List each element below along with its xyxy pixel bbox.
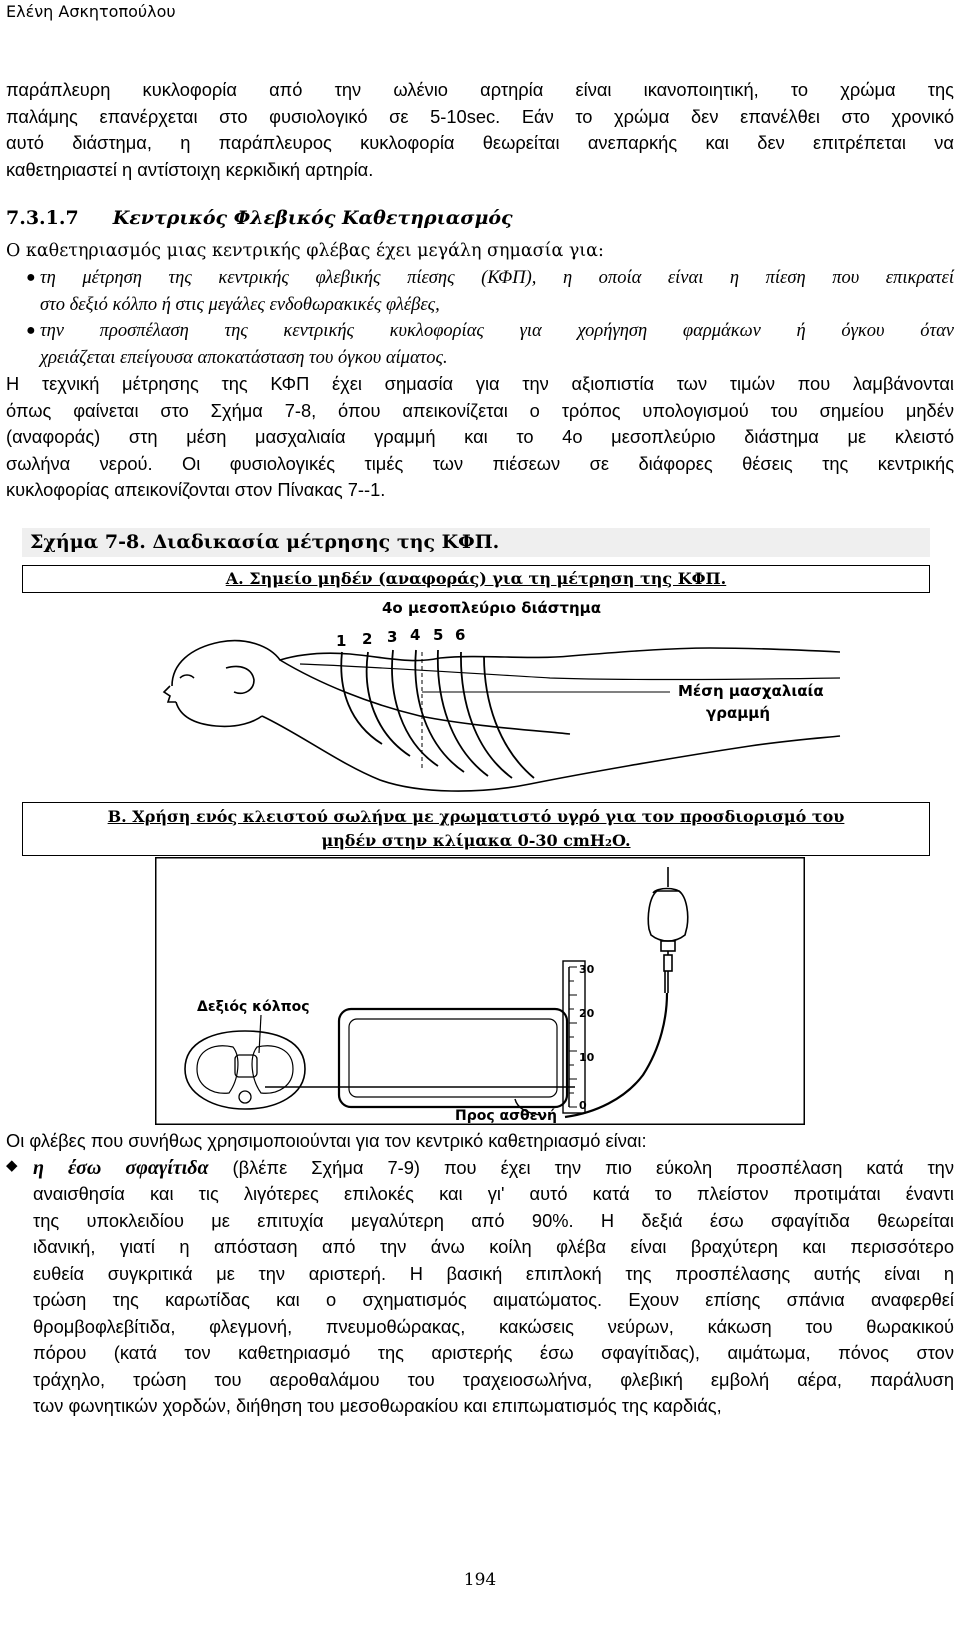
figure-frame [156,858,805,1125]
figure-part-b-title: Β. Χρήση ενός κλειστού σωλήνα με χρωματιστό υγρό για τον προσδιορισμό του μηδέν στην κλίμακα 0-30 cmH₂O. [22,802,930,856]
text-line: τη μέτρηση της κεντρικής φλεβικής πίεσης (ΚΦΠ), η οποία είναι η πίεση που επικρατεί [40,268,954,288]
text-line: κυκλοφορίας απεικονίζονται στον Πίνακας 7--1. [6,479,386,500]
rib-label-4: 4 [410,626,421,644]
list-item [6,318,954,371]
text-line: αναισθησία και τις λιγότερες επιλοκές και γι' αυτό κατά το πλείστον προτιμάται έναντι [33,1183,954,1204]
text-line: όπως φαίνεται στο Σχήμα 7-8, όπου απεικονίζεται ο τρόπος υπολογισμού του σημείου μηδέν [6,399,954,421]
rib-label-2: 2 [362,630,373,648]
scale-tick-0: 0 [579,1099,587,1112]
text-line: σωλήνα νερού. Οι φυσιολογικές τιμές των πιέσεων σε διάφορες θέσεις της κεντρικής [6,452,954,474]
chest-cross-section [185,1031,305,1109]
reference-board [339,1009,567,1107]
rib-label-5: 5 [433,626,444,644]
text-line: ιδανική, γιατί η απόσταση από την άνω κοίλη φλέβα είναι βραχύτερη και περισσότερο [33,1236,954,1257]
text-line: Η τεχνική μέτρησης της ΚΦΠ έχει σημασία για την αξιοπιστία των τιμών που λαμβάνονται [6,373,954,394]
scale-tick-20: 20 [579,1007,595,1020]
bullet-dot-icon: ● [26,269,36,286]
text-line: τράχηλο, τρώση του αεροθαλάμου του τραχειοσωλήνα, φλεβική εμβολή αέρα, παράλυση [33,1368,954,1390]
text-line: της υποκλειδίου με επιτυχία μεγαλύτερη από 90%. Η δεξιά έσω σφαγίτιδα θεωρείται [33,1209,954,1231]
label-mid-axillary-line-1: Μέση μασχαλιαία [678,682,824,700]
paragraph-cvp-technique [6,371,954,504]
text-line: θρομβοφλεβίτιδα, φλεγμονή, πνευμοθώρακας, κακώσεις νεύρων, κάκωση του θωρακικού [33,1315,954,1337]
paragraph-allen-test [6,77,954,183]
rib-label-1: 1 [336,632,347,650]
text-line: παλάμης επανέρχεται στο φυσιολογικό σε 5-10sec. Εάν το χρώμα δεν επανέλθει στο χρονικό [6,105,954,127]
bullet-list [6,265,954,371]
text-line: στο δεξιό κόλπο ή στις μεγάλες ενδοθωρακικές φλέβες, [40,294,440,315]
section-number: 7.3.1.7 [6,207,79,229]
running-header: Ελένη Ασκητοπούλου [6,2,176,21]
text-line: αυτό διάστημα, η παράπλευρος κυκλοφορία θεωρείται ανεπαρκής και δεν επιτρέπεται να [6,132,954,153]
rib-label-6: 6 [455,626,466,644]
text-line: ευθεία συγκριτικά με την αριστερή. Η βασική επιπλοκή της προσπέλασης αυτής είναι η [33,1262,954,1284]
label-right-atrium: Δεξιός κόλπος [197,999,310,1015]
figure-caption: Σχήμα 7-8. Διαδικασία μέτρησης της ΚΦΠ. [22,528,930,557]
manometer-setup-illustration [155,857,805,1125]
veins-paragraph [6,1128,954,1420]
section-title: Κεντρικός Φλεβικός Καθετηριασμός [112,207,513,229]
scale-tick-30: 30 [579,963,595,976]
list-item [6,265,954,318]
intro-sentence: Ο καθετηριασμός μιας κεντρικής φλέβας έχει μεγάλη σημασία για: [6,241,604,261]
text-line: χρειάζεται επείγουσα αποκατάσταση του όγκου αίματος. [40,347,448,368]
label-mid-axillary-line-2: γραμμή [706,704,771,722]
patient-supine-illustration [150,594,850,800]
term-internal-jugular: η έσω σφαγίτιδα [33,1156,209,1179]
text-line: πόρου (κατά τον καθετηριασμό της αριστερής έσω σφαγίτιδας), αιμάτωμα, πόνος στον [33,1342,954,1363]
text-line: τρώση της καρωτίδας και ο σχηματισμός αιματώματος. Εχουν επίσης σπάνια αναφερθεί [33,1289,954,1310]
list-item-internal-jugular [33,1155,954,1420]
iv-bag [648,867,687,993]
section-heading [6,207,513,229]
atrium-pointer [259,1015,261,1053]
label-4th-intercostal-space: 4ο μεσοπλεύριο διάστημα [382,599,602,617]
text-line: Οι φλέβες που συνήθως χρησιμοποιούνται για τον κεντρικό καθετηριασμό είναι: [6,1130,647,1151]
text-line: η έσω σφαγίτιδα (βλέπε Σχήμα 7-9) που έχει την πιο εύκολη προσπέλαση κατά την [33,1156,954,1179]
text-line: παράπλευρη κυκλοφορία από την ωλένιο αρτηρία είναι ικανοποιητική, το χρώμα της [6,79,954,100]
text-line: (αναφοράς) στη μέση μασχαλιαία γραμμή και το 4ο μεσοπλεύριο διάστημα με κλειστό [6,426,954,447]
scale-tick-10: 10 [579,1051,595,1064]
label-to-patient: Προς ασθενή [455,1108,557,1124]
rib-label-3: 3 [387,628,398,646]
text-line: καθετηριαστεί η αντίστοιχη κερκιδική αρτηρία. [6,158,374,180]
bullet-dot-icon: ● [26,322,36,339]
text-line: των φωνητικών χορδών, διήθηση του μεσοθωρακίου και επιπωματισμός της καρδιάς, [33,1395,722,1416]
figure-part-a-title: Α. Σημείο μηδέν (αναφοράς) για τη μέτρηση της ΚΦΠ. [22,565,930,593]
text-line: την προσπέλαση της κεντρικής κυκλοφορίας για χορήγηση φαρμάκων ή όγκου όταν [40,321,954,341]
page-number: 194 [463,1570,497,1590]
rib-cage [341,650,534,778]
diamond-bullet-icon: ◆ [6,1156,18,1174]
